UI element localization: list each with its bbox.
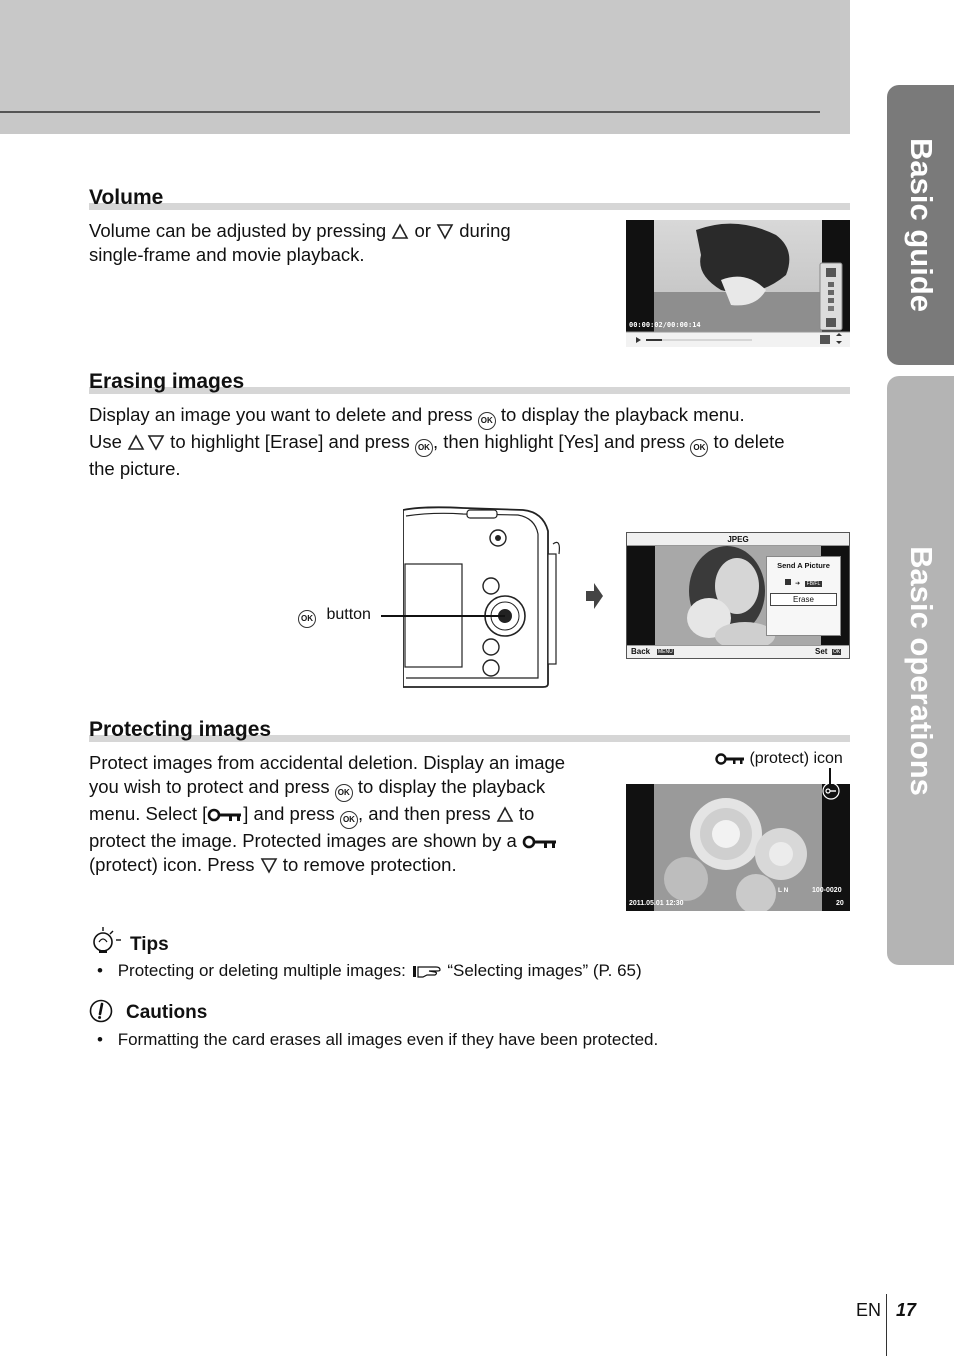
erase-menu-title: Send A Picture <box>777 561 830 570</box>
erase-playback-menu <box>766 556 841 636</box>
side-tab-basic-guide-label: Basic guide <box>903 138 939 312</box>
page-number: 17 <box>896 1300 917 1320</box>
down-arrow-icon <box>436 223 454 240</box>
protecting-text: to display the playback <box>352 776 546 797</box>
protecting-paragraph <box>89 751 565 877</box>
tips-item-text: Protecting or deleting multiple images: <box>117 961 411 980</box>
erase-menu-badge: FB/FL <box>806 581 821 587</box>
volume-screen <box>626 220 850 347</box>
callout-leader-line <box>381 615 505 617</box>
protecting-text: to <box>513 803 535 824</box>
protecting-text: Protect images from accidental deletion. Display an image <box>89 752 566 773</box>
protect-screen-quality: L N <box>778 887 789 894</box>
volume-title: Volume <box>89 186 164 209</box>
volume-text: or <box>409 220 437 241</box>
protect-screen-date: 2011.05.01 12:30 <box>629 900 684 907</box>
volume-text: during <box>454 220 511 241</box>
erase-menu-screen <box>626 532 850 659</box>
image-icon <box>785 579 791 585</box>
ok-button-icon: OK <box>415 439 433 457</box>
erasing-text: to highlight [Erase] and press <box>165 431 415 452</box>
set-label: Set <box>815 647 828 656</box>
ok-button-callout <box>298 606 371 628</box>
camera-drawing <box>403 506 563 688</box>
protecting-text: you wish to protect and press <box>89 776 335 797</box>
protect-screen-file: 100-0020 <box>812 887 842 894</box>
volume-text: Volume can be adjusted by pressing <box>89 220 392 241</box>
side-tab-basic-operations[interactable] <box>887 376 954 965</box>
erasing-text: the picture. <box>89 458 181 479</box>
protect-screen-count: 20 <box>836 900 844 907</box>
send-arrow-icon: ➔ <box>795 581 801 587</box>
protecting-title: Protecting images <box>89 718 272 741</box>
erasing-text: Use <box>89 431 128 452</box>
tips-item-text: “Selecting images” (P. 65) <box>442 961 642 980</box>
up-arrow-icon <box>127 434 145 451</box>
menu-badge: MENU <box>658 649 673 655</box>
key-protect-icon <box>715 752 745 766</box>
down-arrow-icon <box>145 434 165 451</box>
volume-text: single-frame and movie playback. <box>89 244 365 265</box>
bullet-mark: • <box>97 961 103 980</box>
arrow-right-icon <box>584 581 604 611</box>
cautions-title: Cautions <box>126 1002 208 1023</box>
erase-menu-subrow <box>767 572 840 590</box>
footer-divider <box>886 1294 887 1356</box>
header-rule <box>0 111 820 113</box>
tips-item <box>97 961 642 981</box>
protect-icon-caption <box>715 750 843 768</box>
down-arrow-icon <box>260 857 278 874</box>
up-arrow-icon <box>391 223 409 240</box>
protect-screen <box>626 784 850 911</box>
volume-title-rule <box>89 203 850 210</box>
erasing-text: to display the playback menu. <box>495 404 745 425</box>
footer-language: EN <box>856 1300 882 1320</box>
bullet-mark: • <box>97 1030 103 1049</box>
key-protect-icon <box>207 807 243 823</box>
protecting-text: ] and press <box>243 803 340 824</box>
erasing-title: Erasing images <box>89 370 245 393</box>
erasing-text: , then highlight [Yes] and press <box>432 431 691 452</box>
ok-button-icon: OK <box>340 811 358 829</box>
erase-screen-header: JPEG <box>627 533 849 546</box>
side-tab-basic-operations-label: Basic operations <box>903 545 939 796</box>
protect-icon-caption-label: (protect) icon <box>749 750 843 767</box>
camera-back-illustration <box>403 506 563 688</box>
ok-button-icon: OK <box>690 439 708 457</box>
ok-button-icon: OK <box>298 610 316 628</box>
page-reference-hand-icon <box>411 963 443 979</box>
cautions-item <box>97 1030 658 1050</box>
ok-button-callout-label: button <box>326 606 371 623</box>
protecting-text: , and then press <box>357 803 496 824</box>
back-label: Back <box>631 647 651 656</box>
volume-paragraph <box>89 219 511 267</box>
tips-lightbulb-icon <box>89 926 123 954</box>
erase-screen-footer <box>627 645 849 658</box>
ok-button-icon: OK <box>478 412 496 430</box>
ok-badge: OK <box>833 649 841 655</box>
erasing-paragraph <box>89 403 785 481</box>
tips-title: Tips <box>130 934 169 955</box>
protecting-text: (protect) icon. Press <box>89 854 260 875</box>
cautions-item-text: Formatting the card erases all images even if they have been protected. <box>117 1030 659 1049</box>
protecting-text: protect the image. Protected images are shown by a <box>89 830 522 851</box>
erasing-text: to delete <box>708 431 785 452</box>
header-band <box>0 0 850 134</box>
protecting-text: menu. Select [ <box>89 803 208 824</box>
volume-screen-time: 00:00:02/00:00:14 <box>629 321 701 329</box>
erasing-text: Display an image you want to delete and press <box>89 404 478 425</box>
side-tab-basic-guide[interactable] <box>887 85 954 365</box>
protecting-text: to remove protection. <box>277 854 457 875</box>
up-arrow-icon <box>496 806 514 823</box>
ok-button-icon: OK <box>335 784 353 802</box>
key-protect-icon <box>522 834 558 850</box>
caution-icon <box>89 999 115 1025</box>
erase-menu-item[interactable]: Erase <box>770 593 837 606</box>
